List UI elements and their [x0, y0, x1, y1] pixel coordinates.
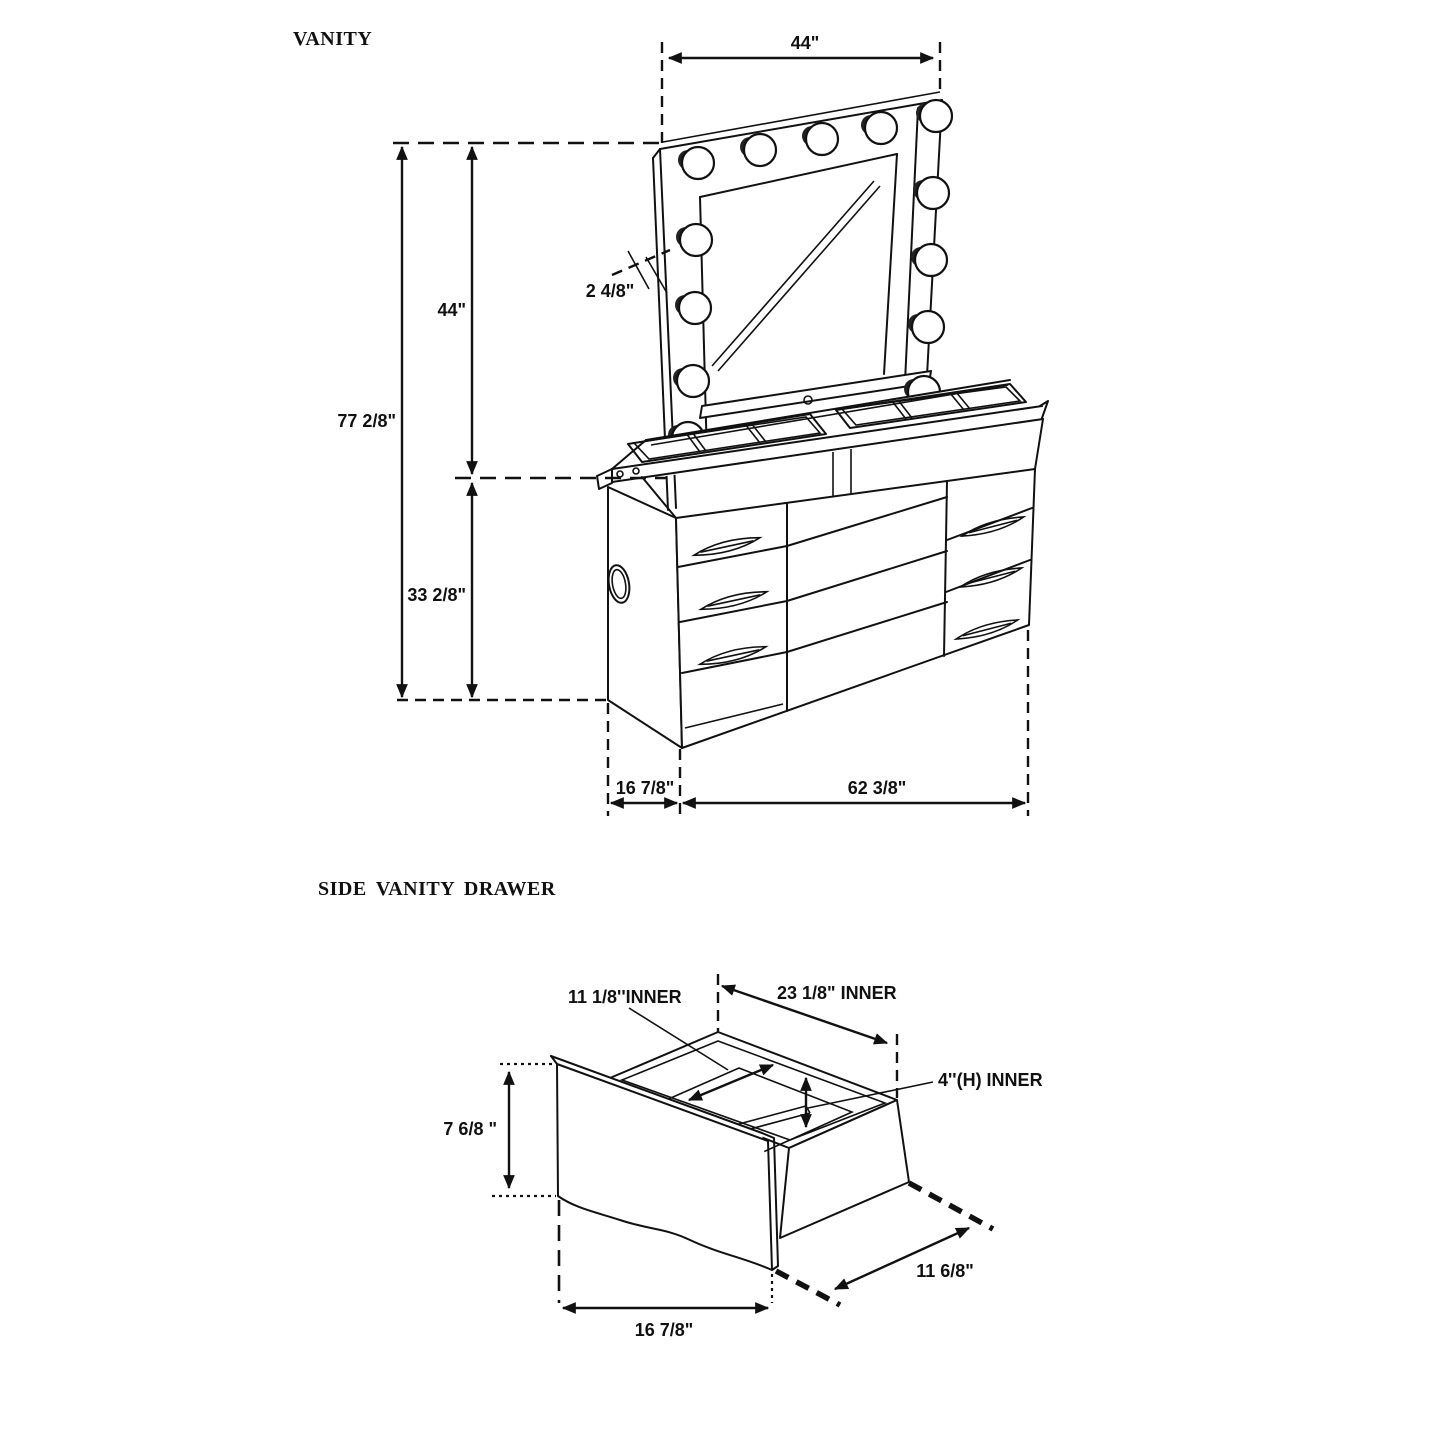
side-vanity-drawer-figure: [318, 878, 1043, 1340]
light-bulb-icon: [806, 123, 838, 155]
vanity-figure: [293, 28, 1048, 816]
dresser-front-face: [676, 469, 1035, 748]
light-bulb-icon: [679, 292, 711, 324]
dim-label-dresser-height: 33 2/8": [407, 585, 466, 605]
vanity-title: VANITY: [293, 28, 373, 50]
light-bulb-icon: [920, 100, 952, 132]
light-bulb-icon: [677, 365, 709, 397]
dim-label-depth: 16 7/8": [615, 778, 675, 798]
dim-label-side-depth: 11 6/8": [916, 1261, 974, 1281]
dresser-side-panel: [608, 487, 682, 748]
dim-label-inner-height: 4''(H) INNER: [938, 1070, 1043, 1090]
side-vanity-drawer-title: SIDE VANITY DRAWER: [318, 878, 556, 900]
dim-label-width: 62 3/8": [847, 778, 907, 798]
light-bulb-icon: [682, 147, 714, 179]
light-bulb-icon: [744, 134, 776, 166]
dim-label-front-width: 16 7/8": [634, 1320, 694, 1340]
dim-label-total-height: 77 2/8": [337, 411, 396, 431]
dim-label-top-width: 44": [790, 33, 820, 53]
light-bulb-icon: [915, 244, 947, 276]
light-bulb-icon: [917, 177, 949, 209]
light-bulb-icon: [680, 224, 712, 256]
dim-label-frame-thickness: 2 4/8": [585, 281, 635, 301]
light-bulb-icon: [865, 112, 897, 144]
dim-label-front-height: 7 6/8 ": [443, 1119, 497, 1139]
dim-label-mirror-height: 44": [437, 300, 466, 320]
light-bulb-icon: [912, 311, 944, 343]
dim-label-inner-width: 23 1/8" INNER: [777, 983, 897, 1003]
dim-label-inner-depth: 11 1/8''INNER: [568, 987, 682, 1007]
